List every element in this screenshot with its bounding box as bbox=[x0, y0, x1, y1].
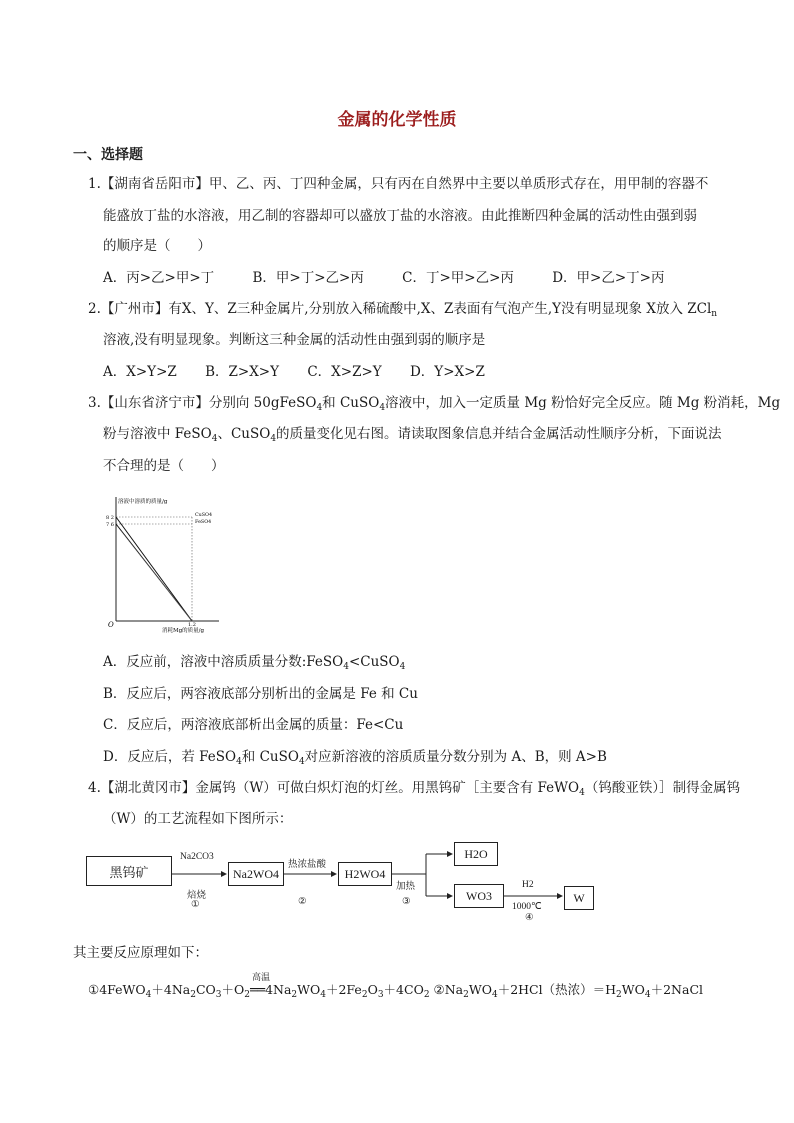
sub: 3 bbox=[377, 990, 384, 1000]
eq-condition: 高温 bbox=[252, 973, 271, 983]
principle-heading: 其主要反应原理如下： bbox=[73, 945, 208, 961]
eq-part: ＋4CO bbox=[383, 982, 424, 997]
eq-part: WO bbox=[468, 982, 492, 997]
eq-part: ①4FeWO bbox=[88, 982, 146, 997]
q4-l1a: 4.【湖北黄冈市】金属钨（W）可做白炽灯泡的灯丝。用黑钨矿［主要含有 FeWO bbox=[88, 780, 580, 796]
q2-option-a[interactable]: A．X>Y>Z bbox=[103, 364, 177, 380]
sub: 4 bbox=[320, 990, 326, 1000]
graph-ytick-1: 8 2 bbox=[106, 515, 114, 521]
q3-optA-a: A．反应前，溶液中溶质质量分数:FeSO bbox=[103, 654, 344, 670]
sub: 4 bbox=[644, 990, 651, 1000]
sub: 4 bbox=[298, 757, 305, 767]
flow-reagent-2: 热浓盐酸 bbox=[288, 860, 327, 870]
graph-label-feso4: FeSO4 bbox=[195, 520, 212, 525]
q3-l1c: 溶液中，加入一定质量 Mg 粉恰好完全反应。随 Mg 粉消耗，Mg bbox=[385, 395, 781, 411]
eq-part: ＋2NaCl bbox=[650, 982, 704, 997]
q1-option-c[interactable]: C．丁>甲>乙>丙 bbox=[402, 270, 514, 286]
section-heading: 一、选择题 bbox=[73, 147, 143, 163]
sub: 2 bbox=[463, 990, 469, 1000]
q3-option-c[interactable]: C．反应后，两溶液底部析出金属的质量：Fe<Cu bbox=[103, 717, 404, 733]
eq-part: WO bbox=[621, 982, 645, 997]
flow-reagent-1: Na2CO3 bbox=[180, 852, 214, 862]
flow-step-1: ① bbox=[191, 900, 200, 910]
flow-box-h2wo4: H2WO4 bbox=[338, 862, 392, 886]
graph-xtick: 1.2 bbox=[188, 622, 196, 628]
sub: 4 bbox=[343, 662, 349, 672]
q3-optA-b: <CuSO bbox=[348, 654, 400, 670]
q3-optD-a: D．反应后，若 FeSO bbox=[103, 749, 237, 765]
graph-line-cuso4 bbox=[116, 517, 192, 621]
q3-l1a: 3.【山东省济宁市】分别向 50gFeSO bbox=[88, 395, 317, 411]
q1-option-b[interactable]: B．甲>丁>乙>丙 bbox=[252, 270, 364, 286]
sub: 2 bbox=[291, 990, 298, 1000]
q2-line1-sub: n bbox=[711, 309, 718, 319]
q4-line1 bbox=[88, 778, 740, 798]
q2-option-b[interactable]: B．Z>X>Y bbox=[205, 364, 280, 380]
q1-line2: 能盛放丁盐的水溶液，用乙制的容器却可以盛放丁盐的水溶液。由此推断四种金属的活动性由强到弱 bbox=[103, 208, 697, 224]
q1-line3: 的顺序是（ ） bbox=[103, 238, 211, 254]
sub: 4 bbox=[579, 788, 585, 798]
q4-line2: （W）的工艺流程如下图所示： bbox=[103, 811, 293, 827]
flow-box-w: W bbox=[564, 886, 594, 910]
eq-part: ②Na bbox=[429, 982, 464, 997]
q2-line1 bbox=[88, 299, 717, 319]
q2-line1-text: 2.【广州市】有X、Y、Z三种金属片,分别放入稀硫酸中,X、Z表面有气泡产生,Y没有明显现象 X放入 ZCl bbox=[88, 301, 712, 317]
sub: 3 bbox=[215, 990, 222, 1000]
sub: 4 bbox=[211, 434, 218, 444]
graph-origin: O bbox=[108, 621, 114, 629]
eq-part: ＋4Na bbox=[151, 982, 191, 997]
sub: 2 bbox=[423, 990, 430, 1000]
q3-option-d[interactable] bbox=[103, 747, 607, 767]
eq-part: ＋2HCl（热浓）＝H bbox=[497, 982, 617, 997]
q1-options bbox=[103, 268, 698, 288]
eq-part: CO bbox=[195, 982, 216, 997]
flow-arrows bbox=[82, 838, 602, 933]
flow-step-2: ② bbox=[298, 897, 307, 907]
sub: 4 bbox=[399, 662, 406, 672]
q3-l2c: 的质量变化见右图。请读取图象信息并结合金属活动性顺序分析，下面说法 bbox=[276, 426, 722, 442]
flow-reagent-4: H2 bbox=[522, 880, 534, 890]
graph-ylabel: 溶液中溶质的质量/g bbox=[118, 499, 168, 505]
reaction-equations bbox=[88, 973, 704, 1000]
sub: 4 bbox=[491, 990, 498, 1000]
sub: 2 bbox=[616, 990, 622, 1000]
sub: 4 bbox=[145, 990, 152, 1000]
q3-l1b: 和 CuSO bbox=[322, 395, 380, 411]
q3-optD-b: 和 CuSO bbox=[241, 749, 299, 765]
q1-line1: 1.【湖南省岳阳市】甲、乙、丙、丁四种金属，只有丙在自然界中主要以单质形式存在，用甲制的容器不 bbox=[88, 176, 709, 192]
eq-part: WO bbox=[297, 982, 321, 997]
q1-option-d[interactable]: D．甲>乙>丁>丙 bbox=[552, 270, 665, 286]
q2-options bbox=[103, 362, 509, 382]
mass-change-graph bbox=[104, 491, 224, 633]
flow-step-3: ③ bbox=[402, 897, 411, 907]
eq-part: 4Na bbox=[265, 982, 292, 997]
sub: 2 bbox=[244, 990, 250, 1000]
q3-l2b: 、CuSO bbox=[217, 426, 271, 442]
sub: 2 bbox=[190, 990, 196, 1000]
flow-box-h2o: H2O bbox=[454, 842, 498, 866]
flow-cond-3: 加热 bbox=[396, 882, 416, 892]
flow-box-na2wo4: Na2WO4 bbox=[228, 862, 284, 886]
q1-option-a[interactable]: A．丙>乙>甲>丁 bbox=[103, 270, 215, 286]
q3-l2a: 粉与溶液中 FeSO bbox=[103, 426, 212, 442]
q3-option-a[interactable] bbox=[103, 652, 405, 672]
flow-box-wo3: WO3 bbox=[454, 884, 504, 908]
q2-option-d[interactable]: D．Y>X>Z bbox=[409, 364, 485, 380]
sub: 4 bbox=[270, 434, 277, 444]
sub: 4 bbox=[379, 403, 386, 413]
flow-cond-4: 1000℃ bbox=[512, 902, 542, 912]
graph-label-cuso4: CuSO4 bbox=[195, 513, 213, 518]
flow-cond-1: 焙烧 bbox=[187, 891, 207, 901]
q3-line1 bbox=[88, 393, 780, 413]
eq-part: ＋2Fe bbox=[325, 982, 362, 997]
q2-line2: 溶液,没有明显现象。判断这三种金属的活动性由强到弱的顺序是 bbox=[103, 332, 486, 348]
q3-option-b[interactable]: B．反应后，两容液底部分别析出的金属是 Fe 和 Cu bbox=[103, 686, 418, 702]
process-flow-diagram bbox=[82, 838, 602, 933]
page-title: 金属的化学性质 bbox=[337, 110, 457, 130]
eq-part: O bbox=[367, 982, 378, 997]
flow-box-ore: 黑钨矿 bbox=[86, 856, 172, 886]
sub: 4 bbox=[316, 403, 323, 413]
q3-line2 bbox=[103, 424, 722, 444]
q2-option-c[interactable]: C．X>Z>Y bbox=[307, 364, 382, 380]
q4-l1b: （钨酸亚铁）］制得金属钨 bbox=[584, 780, 741, 796]
q3-line3: 不合理的是（ ） bbox=[103, 458, 225, 474]
graph-faint-line bbox=[121, 531, 192, 621]
graph-ytick-2: 7 6 bbox=[106, 522, 114, 528]
eq-part: ＋O bbox=[221, 982, 245, 997]
graph-xlabel: 消耗Mg的质量/g bbox=[162, 628, 205, 633]
q3-optD-c: 对应新溶液的溶质质量分数分别为 A、B，则 A>B bbox=[304, 749, 607, 765]
sub: 4 bbox=[236, 757, 242, 767]
sub: 2 bbox=[361, 990, 368, 1000]
flow-step-4: ④ bbox=[525, 913, 534, 923]
high-temp-sign: 高温 ══ bbox=[250, 982, 265, 997]
